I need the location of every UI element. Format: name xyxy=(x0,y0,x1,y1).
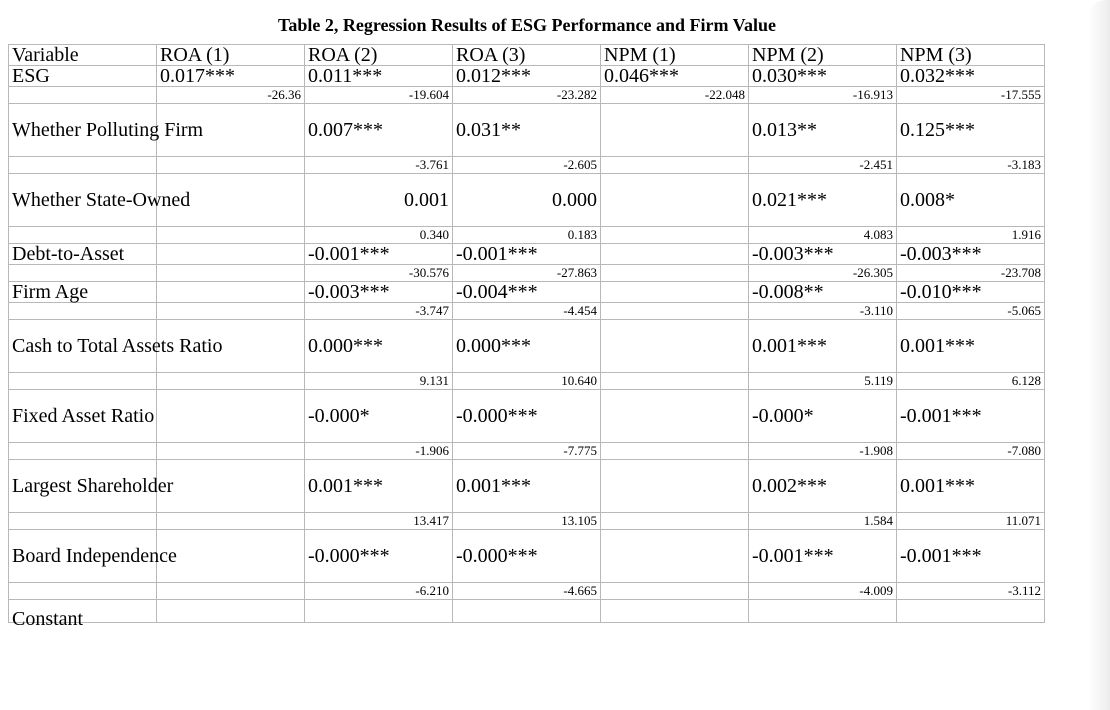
tstat-cell: 13.105 xyxy=(453,513,601,530)
coef-cell: 0.031** xyxy=(453,104,601,157)
empty-cell xyxy=(601,600,749,623)
empty-cell xyxy=(9,373,157,390)
tstat-cell: -7.080 xyxy=(897,443,1045,460)
tstat-cell xyxy=(601,583,749,600)
tstat-cell xyxy=(157,157,305,174)
tstat-cell: -23.708 xyxy=(897,265,1045,282)
coef-cell xyxy=(601,282,749,303)
tstat-row xyxy=(9,443,1045,460)
tstat-cell: -6.210 xyxy=(305,583,453,600)
variable-label: Constant xyxy=(9,600,157,623)
tstat-cell: -23.282 xyxy=(453,87,601,104)
tstat-cell: -3.747 xyxy=(305,303,453,320)
tstat-cell: -26.36 xyxy=(157,87,305,104)
coef-cell: -0.001*** xyxy=(749,530,897,583)
tstat-cell xyxy=(157,513,305,530)
tstat-cell xyxy=(157,303,305,320)
cut-off-row xyxy=(9,600,1045,623)
tstat-cell: -19.604 xyxy=(305,87,453,104)
coef-cell xyxy=(601,390,749,443)
empty-cell xyxy=(9,303,157,320)
coef-row xyxy=(9,460,1045,513)
tstat-cell xyxy=(157,373,305,390)
variable-label: Firm Age xyxy=(9,282,157,303)
coef-row xyxy=(9,104,1045,157)
coef-cell: 0.008* xyxy=(897,174,1045,227)
coef-cell xyxy=(601,530,749,583)
coef-cell: 0.021*** xyxy=(749,174,897,227)
variable-label: ESG xyxy=(9,66,157,87)
coef-cell xyxy=(157,244,305,265)
coef-row xyxy=(9,174,1045,227)
coef-cell: 0.030*** xyxy=(749,66,897,87)
tstat-cell xyxy=(157,227,305,244)
empty-cell xyxy=(157,600,305,623)
coef-cell xyxy=(601,460,749,513)
tstat-cell xyxy=(601,513,749,530)
coef-row xyxy=(9,320,1045,373)
coef-cell: -0.001*** xyxy=(897,530,1045,583)
coef-cell: 0.012*** xyxy=(453,66,601,87)
tstat-cell: -4.665 xyxy=(453,583,601,600)
empty-cell xyxy=(9,227,157,244)
tstat-row xyxy=(9,583,1045,600)
tstat-row xyxy=(9,373,1045,390)
tstat-cell xyxy=(601,157,749,174)
tstat-cell: -3.110 xyxy=(749,303,897,320)
tstat-cell: -4.454 xyxy=(453,303,601,320)
table-caption: Table 2, Regression Results of ESG Performance and Firm Value xyxy=(278,15,776,35)
coef-cell: 0.125*** xyxy=(897,104,1045,157)
tstat-cell: -17.555 xyxy=(897,87,1045,104)
empty-cell xyxy=(749,600,897,623)
coef-cell: 0.000 xyxy=(453,174,601,227)
tstat-row xyxy=(9,87,1045,104)
coef-cell xyxy=(157,460,305,513)
coef-cell: 0.000*** xyxy=(305,320,453,373)
tstat-row xyxy=(9,513,1045,530)
empty-cell xyxy=(453,600,601,623)
tstat-cell: 5.119 xyxy=(749,373,897,390)
coef-row xyxy=(9,530,1045,583)
coef-cell: -0.003*** xyxy=(305,282,453,303)
tstat-cell: -3.761 xyxy=(305,157,453,174)
coef-cell xyxy=(601,104,749,157)
tstat-cell: 1.584 xyxy=(749,513,897,530)
tstat-cell xyxy=(157,443,305,460)
coef-row xyxy=(9,244,1045,265)
header-cell: ROA (3) xyxy=(453,45,601,66)
coef-cell: 0.001*** xyxy=(453,460,601,513)
tstat-cell: 13.417 xyxy=(305,513,453,530)
coef-cell: 0.007*** xyxy=(305,104,453,157)
tstat-cell: -2.451 xyxy=(749,157,897,174)
tstat-cell xyxy=(601,265,749,282)
coef-cell: -0.000*** xyxy=(453,390,601,443)
tstat-cell xyxy=(601,373,749,390)
tstat-cell: 6.128 xyxy=(897,373,1045,390)
variable-label: Cash to Total Assets Ratio xyxy=(9,320,157,373)
tstat-cell: -5.065 xyxy=(897,303,1045,320)
tstat-cell: 0.183 xyxy=(453,227,601,244)
header-cell: NPM (2) xyxy=(749,45,897,66)
tstat-cell: -27.863 xyxy=(453,265,601,282)
tstat-cell: -3.183 xyxy=(897,157,1045,174)
tstat-cell: -26.305 xyxy=(749,265,897,282)
empty-cell xyxy=(9,157,157,174)
header-cell: NPM (3) xyxy=(897,45,1045,66)
coef-cell: 0.032*** xyxy=(897,66,1045,87)
tstat-row xyxy=(9,265,1045,282)
coef-cell: 0.046*** xyxy=(601,66,749,87)
coef-cell: 0.013** xyxy=(749,104,897,157)
tstat-cell: -1.908 xyxy=(749,443,897,460)
tstat-cell xyxy=(601,227,749,244)
header-cell: ROA (2) xyxy=(305,45,453,66)
tstat-cell xyxy=(157,265,305,282)
empty-cell xyxy=(9,87,157,104)
tstat-cell: 9.131 xyxy=(305,373,453,390)
empty-cell xyxy=(9,265,157,282)
coef-cell: 0.001*** xyxy=(749,320,897,373)
coef-cell: 0.017*** xyxy=(157,66,305,87)
tstat-row xyxy=(9,303,1045,320)
header-row xyxy=(9,45,1045,66)
tstat-cell: -7.775 xyxy=(453,443,601,460)
variable-label: Fixed Asset Ratio xyxy=(9,390,157,443)
coef-cell: -0.001*** xyxy=(897,390,1045,443)
empty-cell xyxy=(9,583,157,600)
coef-cell xyxy=(157,390,305,443)
tstat-cell: 11.071 xyxy=(897,513,1045,530)
tstat-cell: 0.340 xyxy=(305,227,453,244)
tstat-cell: -22.048 xyxy=(601,87,749,104)
regression-table xyxy=(8,44,1045,630)
coef-cell: -0.000*** xyxy=(305,530,453,583)
header-cell: NPM (1) xyxy=(601,45,749,66)
coef-row xyxy=(9,282,1045,303)
coef-cell: 0.002*** xyxy=(749,460,897,513)
tstat-cell: -16.913 xyxy=(749,87,897,104)
coef-cell: 0.000*** xyxy=(453,320,601,373)
tstat-cell: -1.906 xyxy=(305,443,453,460)
coef-cell: 0.001*** xyxy=(305,460,453,513)
header-cell: Variable xyxy=(9,45,157,66)
coef-cell: -0.000* xyxy=(749,390,897,443)
page-right-edge xyxy=(1088,0,1110,710)
coef-cell xyxy=(601,320,749,373)
tstat-cell: -3.112 xyxy=(897,583,1045,600)
tstat-row xyxy=(9,227,1045,244)
coef-cell: 0.001 xyxy=(305,174,453,227)
coef-cell xyxy=(601,174,749,227)
coef-cell: -0.003*** xyxy=(749,244,897,265)
tstat-cell: -4.009 xyxy=(749,583,897,600)
variable-label: Whether Polluting Firm xyxy=(9,104,157,157)
coef-cell: -0.008** xyxy=(749,282,897,303)
coef-cell: -0.001*** xyxy=(453,244,601,265)
tstat-cell: -30.576 xyxy=(305,265,453,282)
tstat-cell: 1.916 xyxy=(897,227,1045,244)
variable-label: Whether State-Owned xyxy=(9,174,157,227)
coef-cell: -0.010*** xyxy=(897,282,1045,303)
coef-cell: 0.011*** xyxy=(305,66,453,87)
variable-label: Debt-to-Asset xyxy=(9,244,157,265)
tstat-cell: 4.083 xyxy=(749,227,897,244)
variable-label: Largest Shareholder xyxy=(9,460,157,513)
empty-cell xyxy=(9,513,157,530)
tstat-cell xyxy=(157,583,305,600)
header-cell: ROA (1) xyxy=(157,45,305,66)
coef-cell xyxy=(157,282,305,303)
coef-cell: -0.001*** xyxy=(305,244,453,265)
tstat-cell xyxy=(601,303,749,320)
variable-label: Board Independence xyxy=(9,530,157,583)
tstat-row xyxy=(9,157,1045,174)
tstat-cell: 10.640 xyxy=(453,373,601,390)
coef-cell: -0.004*** xyxy=(453,282,601,303)
coef-cell: -0.003*** xyxy=(897,244,1045,265)
empty-cell xyxy=(305,600,453,623)
coef-cell: 0.001*** xyxy=(897,320,1045,373)
coef-cell: -0.000* xyxy=(305,390,453,443)
coef-cell: 0.001*** xyxy=(897,460,1045,513)
coef-row xyxy=(9,66,1045,87)
coef-row xyxy=(9,390,1045,443)
empty-cell xyxy=(9,443,157,460)
coef-cell xyxy=(157,530,305,583)
empty-cell xyxy=(897,600,1045,623)
coef-cell xyxy=(601,244,749,265)
tstat-cell: -2.605 xyxy=(453,157,601,174)
tstat-cell xyxy=(601,443,749,460)
coef-cell: -0.000*** xyxy=(453,530,601,583)
